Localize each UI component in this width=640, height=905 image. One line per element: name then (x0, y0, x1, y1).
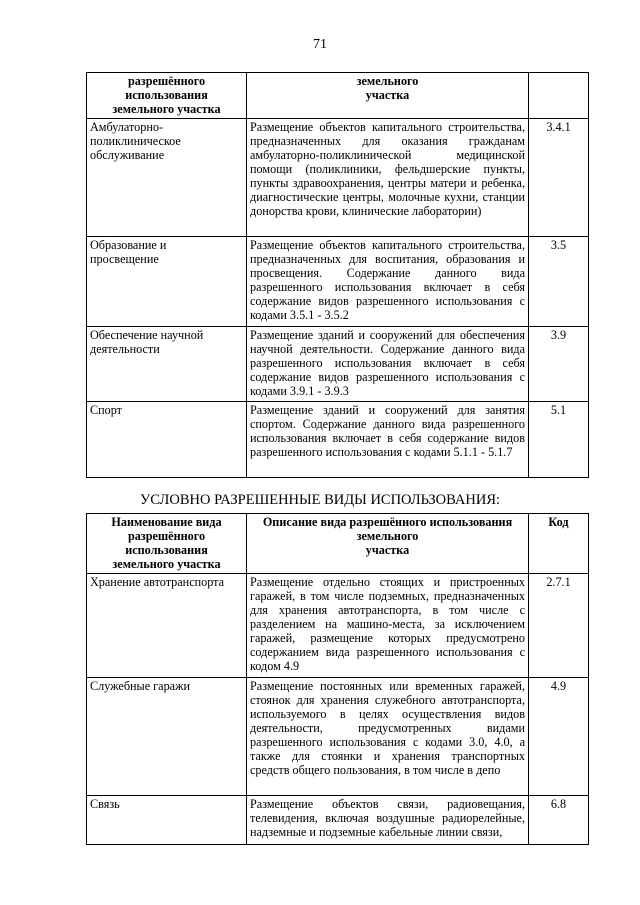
use-code: 4.9 (529, 678, 589, 796)
use-name: Хранение автотранспорта (87, 574, 247, 678)
header-name: разрешённого использования земельного участка (87, 73, 247, 119)
use-description: Размещение объектов капитального строительства, предназначенных для воспитания, образования и просвещения. Содержание данного вида разрешенного использования включает в себя содержание видов разрешенного использования с кодами 3.5.1 - 3.5.2 (247, 237, 529, 327)
permitted-uses-table (86, 72, 589, 478)
table-row (87, 402, 589, 478)
table-header-row (87, 514, 589, 574)
use-code: 3.9 (529, 327, 589, 402)
header-name: Наименование вида разрешённого использования земельного участка (87, 514, 247, 574)
use-description: Размещение объектов связи, радиовещания, телевидения, включая воздушные радиорелейные, надземные и подземные кабельные линии связи, (247, 796, 529, 845)
table-row (87, 796, 589, 845)
use-code: 3.4.1 (529, 119, 589, 237)
use-name: Спорт (87, 402, 247, 478)
use-name: Образование и просвещение (87, 237, 247, 327)
header-description: Описание вида разрешённого использования земельного участка (247, 514, 529, 574)
page-number: 71 (313, 37, 327, 52)
use-description: Размещение зданий и сооружений для обеспечения научной деятельности. Содержание данного вида разрешенного использования включает в себя содержание видов разрешенного использования с кодами 3.9.1 - 3.9.3 (247, 327, 529, 402)
use-name: Связь (87, 796, 247, 845)
use-name: Амбулаторно- поликлиническое обслуживание (87, 119, 247, 237)
use-code: 5.1 (529, 402, 589, 478)
table-header-row (87, 73, 589, 119)
use-description: Размещение зданий и сооружений для занятия спортом. Содержание данного вида разрешенного использования включает в себя содержание видов разрешенного использования с кодами 5.1.1 - 5.1.7 (247, 402, 529, 478)
use-description: Размещение объектов капитального строительства, предназначенных для оказания гражданам амбулаторно-поликлинической медицинской помощи (поликлиники, фельдшерские пункты, пункты здравоохранения, центры матери и ребенка, диагностические центры, молочные кухни, станции донорства крови, клинические лаборатории) (247, 119, 529, 237)
use-name: Служебные гаражи (87, 678, 247, 796)
header-description: земельного участка (247, 73, 529, 119)
use-description: Размещение отдельно стоящих и пристроенных гаражей, в том числе подземных, предназначенных для хранения автотранспорта, в том числе с разделением на машино-места, за исключением гаражей, размещение которых предусмотрено содержанием вида разрешенного использования с кодом 4.9 (247, 574, 529, 678)
use-code: 2.7.1 (529, 574, 589, 678)
table-row (87, 237, 589, 327)
header-code (529, 73, 589, 119)
use-code: 6.8 (529, 796, 589, 845)
conditional-uses-table (86, 513, 589, 845)
header-code: Код (529, 514, 589, 574)
table-row (87, 327, 589, 402)
use-code: 3.5 (529, 237, 589, 327)
table-row (87, 678, 589, 796)
use-name: Обеспечение научной деятельности (87, 327, 247, 402)
use-description: Размещение постоянных или временных гаражей, стоянок для хранения служебного автотранспорта, используемого в целях осуществления видов деятельности, предусмотренных видами разрешенного использования с кодами 3.0, 4.0, а также для стоянки и хранения транспортных средств общего пользования, в том числе в депо (247, 678, 529, 796)
section-title: УСЛОВНО РАЗРЕШЕННЫЕ ВИДЫ ИСПОЛЬЗОВАНИЯ: (139, 492, 501, 508)
table-row (87, 119, 589, 237)
table-row (87, 574, 589, 678)
